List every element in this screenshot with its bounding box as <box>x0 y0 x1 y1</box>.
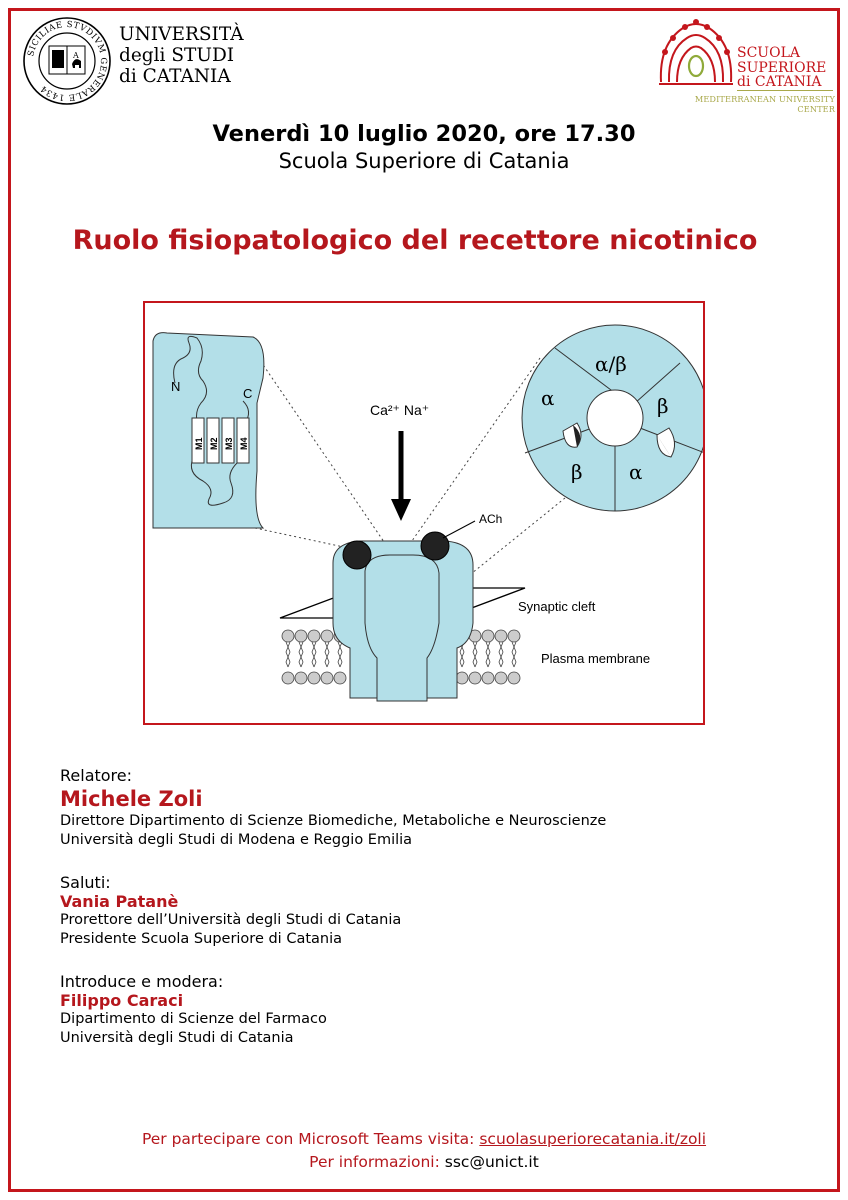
subunit-beta-bottom: β <box>571 460 583 484</box>
moderatore-role: Introduce e modera: <box>60 972 224 991</box>
label-m2: M2 <box>209 437 219 450</box>
relatore-role: Relatore: <box>60 766 133 785</box>
unict-logo <box>22 16 252 106</box>
label-ach: ACh <box>479 512 503 526</box>
ssc-logo <box>655 14 835 114</box>
subunit-beta-right: β <box>657 394 669 418</box>
label-m3: M3 <box>224 437 234 450</box>
ssc-divider <box>737 90 833 91</box>
unict-seal-icon <box>22 16 112 106</box>
info-email-link[interactable]: ssc@unict.it <box>444 1153 539 1171</box>
subunit-alpha-beta: α/β <box>595 352 627 376</box>
moderatore-name: Filippo Caraci <box>60 991 184 1010</box>
ssc-line-2: SUPERIORE <box>737 59 827 76</box>
relatore-affiliation-1: Direttore Dipartimento di Scienze Biomediche, Metaboliche e Neuroscienze <box>60 813 607 829</box>
teams-text: Per partecipare con Microsoft Teams visita: <box>141 1130 475 1148</box>
relatore-name: Michele Zoli <box>60 787 203 811</box>
moderatore-affiliation-2: Università degli Studi di Catania <box>60 1030 294 1046</box>
teams-link[interactable]: scuolasuperiorecatania.it/zoli <box>479 1130 707 1148</box>
saluti-name: Vania Patanè <box>60 892 179 911</box>
teams-line <box>0 1130 848 1148</box>
relatore-block <box>60 766 606 850</box>
subunit-alpha-bottom: α <box>629 460 643 484</box>
ssc-line-3: di CATANIA <box>737 74 822 90</box>
unict-line-1: UNIVERSITÀ <box>119 24 244 45</box>
ssc-line-1: SCUOLA <box>737 45 800 61</box>
ach-binding-site-left <box>343 541 371 569</box>
label-synaptic-cleft: Synaptic cleft <box>518 599 596 614</box>
saluti-affiliation-1: Prorettore dell’Università degli Studi di Catania <box>60 912 402 928</box>
label-ions: Ca²⁺ Na⁺ <box>370 402 430 418</box>
unict-line-3: di CATANIA <box>119 66 231 87</box>
ssc-emblem-icon <box>655 14 737 92</box>
unict-line-2: degli STUDI <box>119 45 235 66</box>
ion-flow-arrowhead <box>391 499 411 521</box>
receptor-figure <box>143 301 705 725</box>
subunit-alpha-left: α <box>541 386 555 410</box>
ach-pointer-line <box>443 521 475 538</box>
label-c: C <box>243 386 253 401</box>
saluti-affiliation-2: Presidente Scuola Superiore di Catania <box>60 931 343 947</box>
event-date: Venerdì 10 luglio 2020, ore 17.30 <box>212 121 636 147</box>
label-m1: M1 <box>194 437 204 450</box>
ach-binding-site-right <box>421 532 449 560</box>
info-line <box>0 1153 848 1171</box>
unict-wordmark <box>119 24 244 87</box>
event-title: Ruolo fisiopatologico del recettore nicotinico <box>72 225 758 256</box>
seal-inscription: SICILIAE STVDIVM GENERALE 1434 <box>26 19 109 103</box>
label-n: N <box>171 379 181 394</box>
info-text: Per informazioni: <box>309 1153 440 1171</box>
moderatore-block <box>60 972 327 1048</box>
label-m4: M4 <box>239 437 249 450</box>
moderatore-affiliation-1: Dipartimento di Scienze del Farmaco <box>60 1011 327 1027</box>
ssc-wordmark <box>737 46 826 90</box>
receptor-diagram <box>145 303 703 723</box>
relatore-affiliation-2: Università degli Studi di Modena e Reggio Emilia <box>60 832 413 848</box>
saluti-block <box>60 873 401 949</box>
svg-text:A: A <box>73 51 79 60</box>
label-plasma-membrane: Plasma membrane <box>541 651 651 666</box>
event-venue: Scuola Superiore di Catania <box>278 149 570 173</box>
ssc-subtitle: MEDITERRANEAN UNIVERSITY CENTER <box>694 94 835 114</box>
saluti-role: Saluti: <box>60 873 111 892</box>
